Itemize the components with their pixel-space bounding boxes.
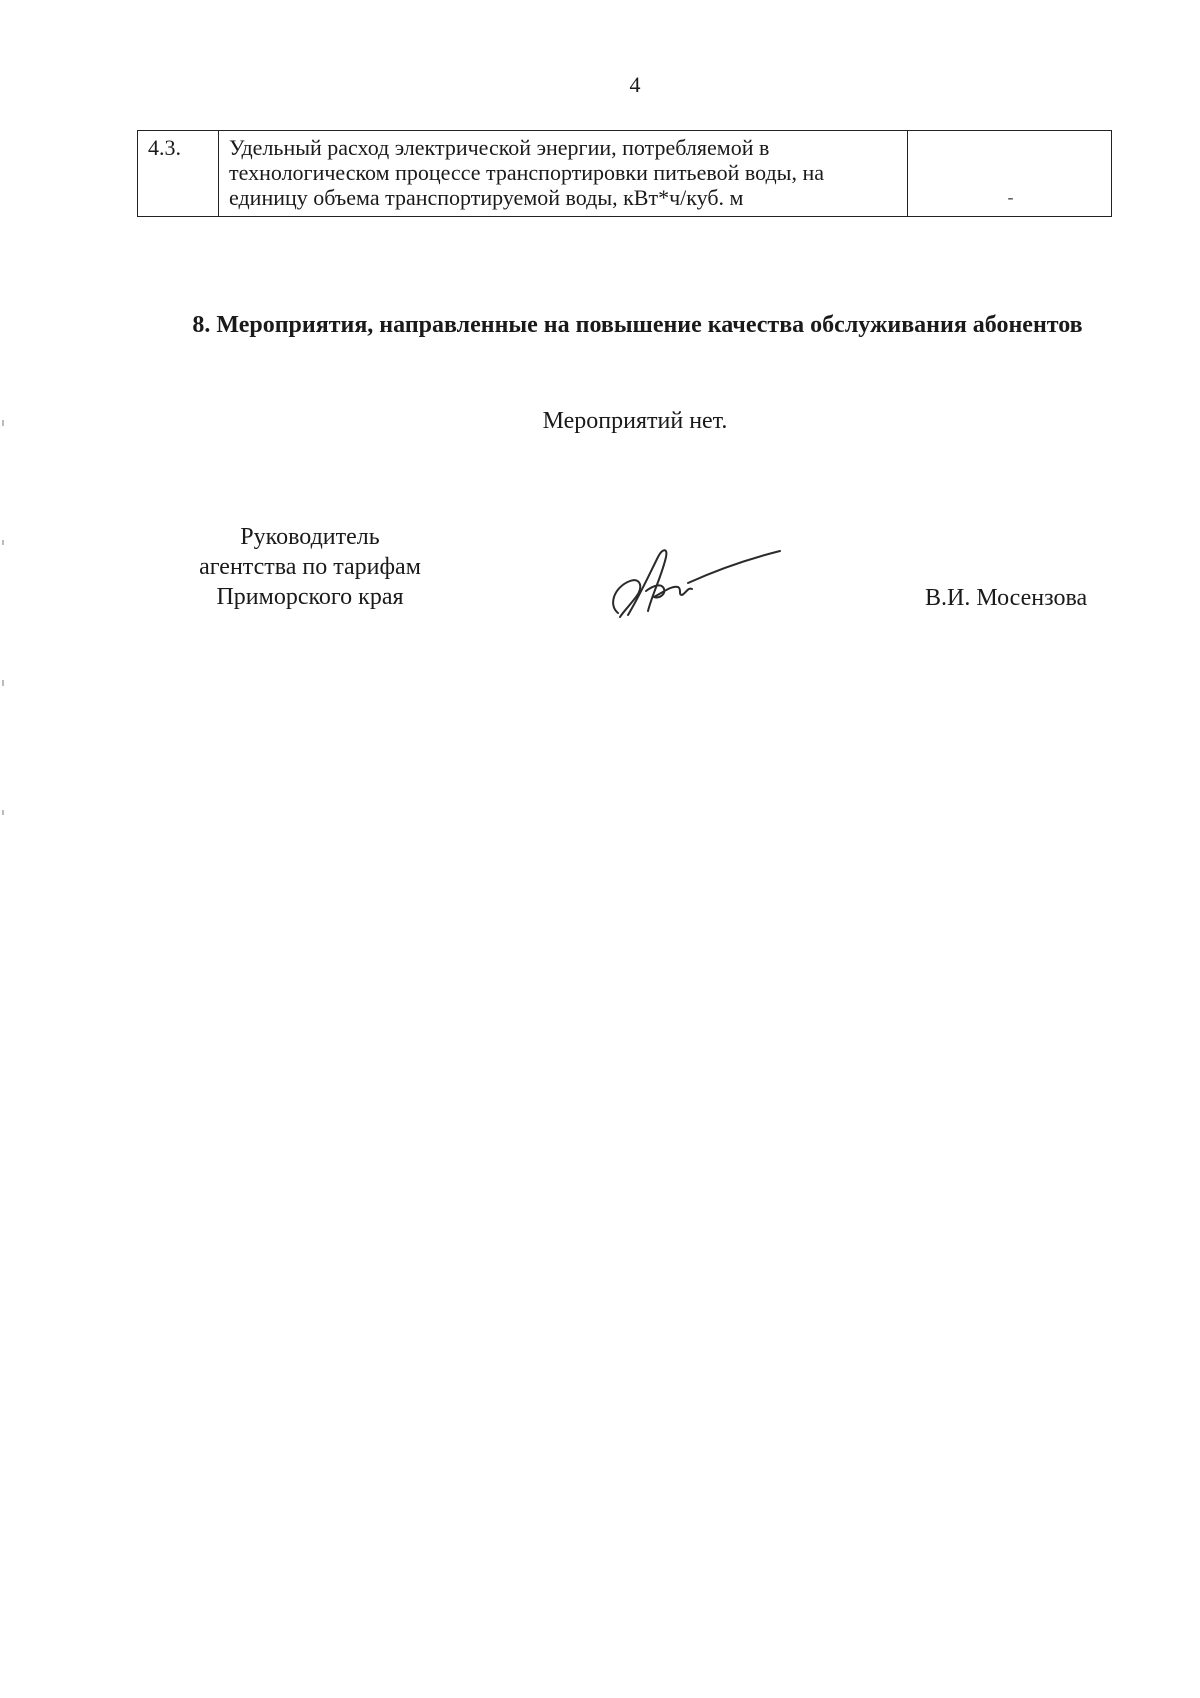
handwritten-signature: [600, 535, 790, 630]
row-number: 4.3.: [138, 131, 219, 217]
section-body: Мероприятий нет.: [542, 408, 728, 434]
page-number: 4: [629, 72, 641, 97]
row-indicator-name: Удельный расход электрической энергии, потребляемой в технологическом процессе транспортировки питьевой воды, на единицу объема транспортируемой воды, кВт*ч/куб. м: [219, 131, 908, 217]
signer-position: [160, 522, 460, 612]
section-heading: 8. Мероприятия, направленные на повышение качества обслуживания абонентов: [192, 312, 1083, 338]
row-value: -: [1007, 187, 1014, 207]
indicators-table: [137, 130, 1112, 217]
signer-name: В.И. Мосензова: [925, 585, 1088, 611]
scan-margin-marks: [2, 420, 5, 920]
row-value-cell: [908, 131, 1112, 217]
signer-position-line: агентства по тарифам: [199, 554, 421, 580]
table-row: [138, 131, 1112, 217]
signer-position-line: Приморского края: [216, 584, 404, 610]
signer-position-line: Руководитель: [240, 524, 380, 550]
